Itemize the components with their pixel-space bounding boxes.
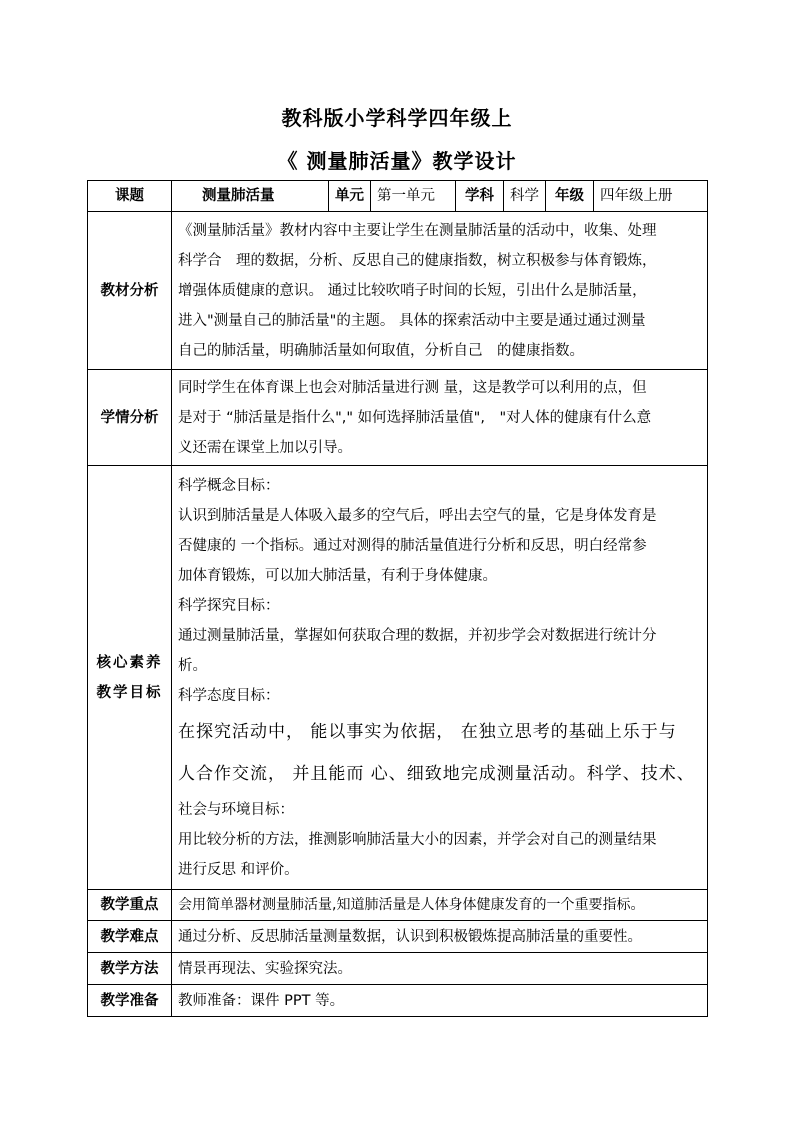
material-line: 进入"测量自己的肺活量"的主题。 具体的探索活动中主要是通过通过测量: [178, 312, 646, 329]
inquiry-heading: 科学探究目标：: [178, 597, 280, 614]
concept-line: 否健康的 一个指标。通过对测得的肺活量值进行分析和反思，明白经常参: [178, 537, 647, 554]
difficulty-content: 通过分析、反思肺活量测量数据，认识到积极锻炼提高肺活量的重要性。: [172, 921, 708, 953]
inquiry-line: 通过测量肺活量，掌握如何获取合理的数据，并初步学会对数据进行统计分: [178, 627, 657, 644]
attitude-big-line: 人合作交流， 并且能而 心、细致地完成测量活动。科学、技术、: [178, 763, 695, 784]
concept-line: 加体育锻炼，可以加大肺活量，有利于身体健康。: [178, 567, 497, 584]
attitude-heading: 科学态度目标：: [178, 687, 280, 704]
unit-value: 第一单元: [371, 181, 456, 212]
concept-line: 认识到肺活量是人体吸入最多的空气后，呼出去空气的量，它是身体发育是: [178, 507, 657, 524]
preparation-content: 教师准备：课件 PPT 等。: [172, 985, 708, 1017]
preparation-label: 教学准备: [88, 985, 172, 1017]
preparation-row: [88, 985, 708, 1017]
key-point-row: [88, 890, 708, 921]
key-point-label: 教学重点: [88, 890, 172, 921]
attitude-line: 社会与环境目标：: [178, 801, 294, 818]
topic-value: 测量肺活量: [172, 181, 329, 212]
student-analysis-label: 学情分析: [88, 370, 172, 466]
material-line: 自己的肺活量，明确肺活量如何取值，分析自己 的健康指数。: [178, 342, 584, 359]
material-line: 科学合 理的数据，分析、反思自己的健康指数，树立积极参与体育锻炼，: [178, 252, 657, 269]
difficulty-row: [88, 921, 708, 953]
material-line: 《测量肺活量》教材内容中主要让学生在测量肺活量的活动中，收集、处理: [178, 222, 657, 239]
student-line: 同时学生在体育课上也会对肺活量进行测 量，这是教学可以利用的点，但: [178, 379, 647, 396]
student-line: 义还需在课堂上加以引导。: [178, 439, 352, 456]
material-analysis-content: [172, 212, 708, 370]
subject-value: 科学: [504, 181, 546, 212]
attitude-line: 用比较分析的方法，推测影响肺活量大小的因素，并学会对自己的测量结果: [178, 831, 657, 848]
method-label: 教学方法: [88, 953, 172, 985]
student-analysis-content: [172, 370, 708, 466]
core-goals-content: [172, 466, 708, 890]
lesson-plan-table: [87, 180, 708, 1017]
inquiry-line: 析。: [178, 657, 207, 674]
core-goals-row: [88, 466, 708, 890]
attitude-line: 进行反思 和评价。: [178, 861, 299, 878]
unit-label: 单元: [329, 181, 371, 212]
subject-label: 学科: [456, 181, 504, 212]
method-content: 情景再现法、实验探究法。: [172, 953, 708, 985]
attitude-big-line: 在探究活动中， 能以事实为依据， 在独立思考的基础上乐于与: [178, 721, 677, 742]
grade-value: 四年级上册: [594, 181, 708, 212]
material-analysis-label: 教材分析: [88, 212, 172, 370]
meta-row: [88, 181, 708, 212]
core-goals-label: [88, 466, 172, 890]
core-goals-label-line1: 核心素养: [96, 654, 163, 671]
difficulty-label: 教学难点: [88, 921, 172, 953]
material-line: 增强体质健康的意识。 通过比较吹哨子时间的长短，引出什么是肺活量，: [178, 282, 647, 299]
material-analysis-row: [88, 212, 708, 370]
method-row: [88, 953, 708, 985]
document-title: 教科版小学科学四年级上: [281, 106, 513, 130]
student-line: 是对于 “肺活量是指什么"," 如何选择肺活量值", "对人体的健康有什么意: [178, 409, 652, 426]
student-analysis-row: [88, 370, 708, 466]
core-goals-label-line2: 教学目标: [96, 684, 163, 701]
concept-heading: 科学概念目标：: [178, 477, 280, 494]
grade-label: 年级: [546, 181, 594, 212]
document-subtitle: 《 测量肺活量》教学设计: [277, 149, 517, 173]
topic-label: 课题: [88, 181, 172, 212]
key-point-content: 会用简单器材测量肺活量,知道肺活量是人体身体健康发育的一个重要指标。: [172, 890, 708, 921]
